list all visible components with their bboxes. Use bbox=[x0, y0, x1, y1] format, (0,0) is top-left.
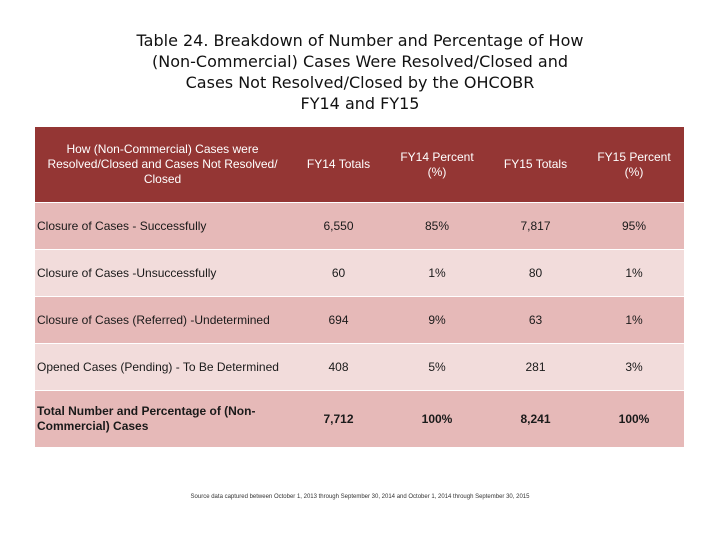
fy15-total-cell: 80 bbox=[487, 250, 584, 297]
fy14-percent-cell: 100% bbox=[387, 391, 487, 448]
header-fy14-percent-label: FY14 Percent (%) bbox=[400, 149, 474, 179]
table-title bbox=[90, 30, 630, 114]
table-row bbox=[35, 344, 684, 391]
title-line-4: FY14 and FY15 bbox=[300, 94, 420, 113]
header-fy15-totals bbox=[487, 127, 584, 203]
table-row bbox=[35, 297, 684, 344]
fy15-percent-cell: 95% bbox=[584, 203, 684, 250]
header-fy15-totals-label: FY15 Totals bbox=[503, 157, 568, 171]
header-fy14-totals bbox=[290, 127, 387, 203]
title-line-2: (Non-Commercial) Cases Were Resolved/Closed and bbox=[152, 52, 568, 71]
fy14-total-cell: 694 bbox=[290, 297, 387, 344]
table-row bbox=[35, 250, 684, 297]
fy14-percent-cell: 1% bbox=[387, 250, 487, 297]
table-row-total bbox=[35, 391, 684, 448]
fy14-percent-cell: 9% bbox=[387, 297, 487, 344]
row-label: Closure of Cases - Successfully bbox=[35, 203, 290, 250]
header-how-cases-resolved-label: How (Non-Commercial) Cases were Resolved/Closed and Cases Not Resolved/ Closed bbox=[47, 142, 278, 186]
fy14-total-cell: 6,550 bbox=[290, 203, 387, 250]
header-fy14-totals-label: FY14 Totals bbox=[306, 157, 371, 171]
header-fy14-percent bbox=[387, 127, 487, 203]
fy14-total-cell: 60 bbox=[290, 250, 387, 297]
source-note: Source data captured between October 1, 2013 through September 30, 2014 and October 1, 2014 through September 30, 2015 bbox=[190, 494, 530, 500]
fy14-total-cell: 7,712 bbox=[290, 391, 387, 448]
title-line-1: Table 24. Breakdown of Number and Percentage of How bbox=[136, 31, 584, 50]
header-fy15-percent-label: FY15 Percent (%) bbox=[597, 149, 671, 179]
table-row bbox=[35, 203, 684, 250]
row-label: Total Number and Percentage of (Non-Commercial) Cases bbox=[35, 391, 290, 448]
fy14-percent-cell: 85% bbox=[387, 203, 487, 250]
fy15-percent-cell: 100% bbox=[584, 391, 684, 448]
header-fy15-percent bbox=[584, 127, 684, 203]
row-label: Closure of Cases -Unsuccessfully bbox=[35, 250, 290, 297]
row-label: Opened Cases (Pending) - To Be Determined bbox=[35, 344, 290, 391]
cases-table bbox=[35, 126, 684, 448]
title-line-3: Cases Not Resolved/Closed by the OHCOBR bbox=[185, 73, 535, 92]
header-how-cases-resolved bbox=[35, 127, 290, 203]
header-row bbox=[35, 127, 684, 203]
fy15-total-cell: 7,817 bbox=[487, 203, 584, 250]
fy14-total-cell: 408 bbox=[290, 344, 387, 391]
fy14-percent-cell: 5% bbox=[387, 344, 487, 391]
row-label: Closure of Cases (Referred) -Undetermined bbox=[35, 297, 290, 344]
fy15-total-cell: 63 bbox=[487, 297, 584, 344]
fy15-percent-cell: 1% bbox=[584, 297, 684, 344]
fy15-percent-cell: 1% bbox=[584, 250, 684, 297]
fy15-percent-cell: 3% bbox=[584, 344, 684, 391]
fy15-total-cell: 8,241 bbox=[487, 391, 584, 448]
fy15-total-cell: 281 bbox=[487, 344, 584, 391]
